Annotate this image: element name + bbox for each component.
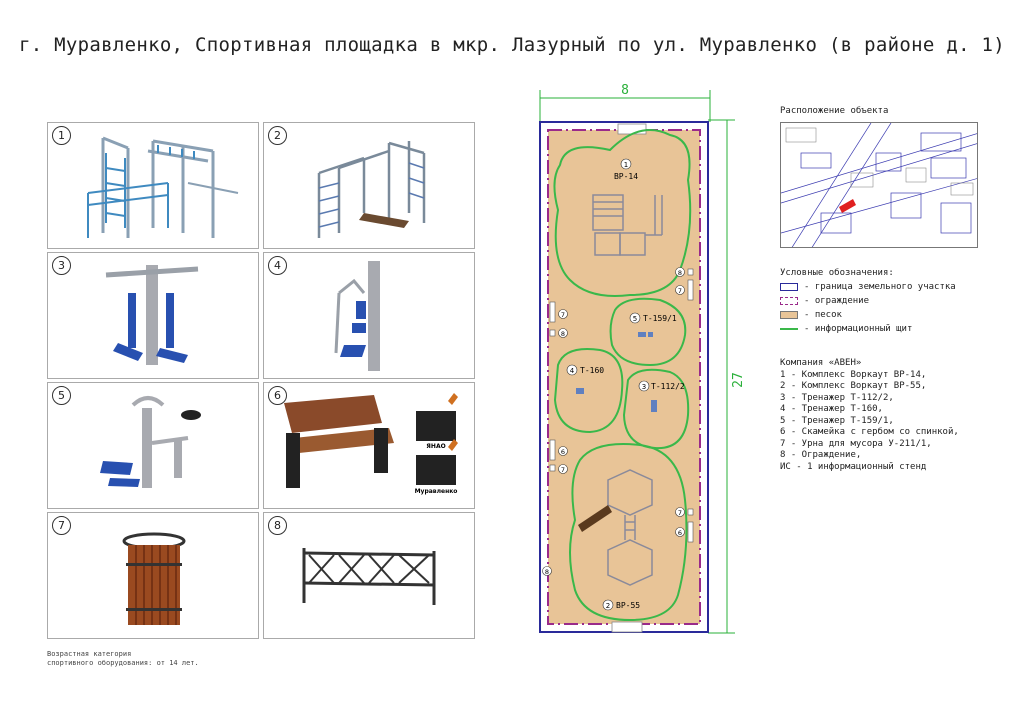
bench-with-coat-of-arms-image <box>264 383 475 509</box>
trainer-t160-image <box>264 253 475 379</box>
boundary-swatch <box>780 283 798 291</box>
equipment-card-4 <box>263 252 475 379</box>
equipment-grid <box>47 122 475 638</box>
svg-text:8: 8 <box>544 568 550 576</box>
list-item: ИС - 1 информационный стенд <box>780 461 927 472</box>
label-bp55: ВР-55 <box>616 601 641 610</box>
equipment-number: 3 <box>52 256 71 275</box>
equipment-number: 4 <box>268 256 287 275</box>
equipment-number: 8 <box>268 516 287 535</box>
equipment-card-6 <box>263 382 475 509</box>
label-t112: Т-112/2 <box>651 382 685 391</box>
svg-text:7: 7 <box>677 287 683 295</box>
svg-text:7: 7 <box>677 509 683 517</box>
equipment-number: 7 <box>52 516 71 535</box>
badge-text-yanao: ЯНАО <box>426 443 446 450</box>
badge-text-muravlenko: Муравленко <box>414 488 458 495</box>
workout-complex-bp55-image <box>264 123 475 249</box>
fence-swatch <box>780 297 798 305</box>
svg-text:7: 7 <box>560 311 566 319</box>
marker-4: 4 <box>569 367 575 375</box>
marker-3: 3 <box>641 383 647 391</box>
list-item: 8 - Ограждение, <box>780 450 862 460</box>
equipment-number: 6 <box>268 386 287 405</box>
label-t160: Т-160 <box>580 366 605 375</box>
marker-1: 1 <box>623 161 629 169</box>
legend-title: Условные обозначения: <box>780 268 894 278</box>
list-item: 1 - Комплекс Воркаут ВР-14, <box>780 369 927 380</box>
equipment-number: 2 <box>268 126 287 145</box>
svg-text:6: 6 <box>677 529 683 537</box>
equipment-card-2 <box>263 122 475 249</box>
page-title: г. Муравленко, Спортивная площадка в мкр. Лазурный по ул. Муравленко (в районе д. 1) <box>18 34 1006 56</box>
label-bp14: ВР-14 <box>613 172 639 181</box>
equipment-number: 1 <box>52 126 71 145</box>
equipment-card-5 <box>47 382 259 509</box>
width-label: 8 <box>621 83 629 98</box>
svg-text:7: 7 <box>560 466 566 474</box>
trainer-t159-image <box>48 383 259 509</box>
list-item: 6 - Скамейка с гербом со спинкой, <box>780 427 959 437</box>
length-label: 27 <box>731 372 746 388</box>
svg-text:8: 8 <box>677 269 683 277</box>
list-item: 5 - Тренажер Т-159/1, <box>780 415 894 426</box>
sand-swatch <box>780 311 798 319</box>
equipment-card-8 <box>263 512 475 639</box>
marker-2: 2 <box>605 602 611 610</box>
list-item: 3 - Тренажер Т-112/2, <box>780 392 894 403</box>
fence-image <box>264 513 475 639</box>
equipment-list <box>780 358 959 473</box>
list-item: 2 - Комплекс Воркаут ВР-55, <box>780 381 927 391</box>
svg-text:6: 6 <box>560 448 566 456</box>
location-title: Расположение объекта <box>780 106 889 116</box>
equipment-number: 5 <box>52 386 71 405</box>
equipment-card-7 <box>47 512 259 639</box>
site-plan <box>530 80 760 640</box>
workout-complex-bp14-image <box>48 123 259 249</box>
list-item: 4 - Тренажер Т-160, <box>780 404 883 414</box>
marker-5: 5 <box>632 315 638 323</box>
trash-bin-image <box>48 513 259 639</box>
company-name: Компания «АВЕН» <box>780 358 862 368</box>
label-t159: Т-159/1 <box>643 314 677 323</box>
trainer-t112-image <box>48 253 259 379</box>
list-item: 7 - Урна для мусора У-211/1, <box>780 438 932 449</box>
equipment-card-1 <box>47 122 259 249</box>
location-map <box>780 122 978 248</box>
sign-swatch <box>780 328 798 330</box>
equipment-card-3 <box>47 252 259 379</box>
location-map-drawing <box>781 123 978 248</box>
age-category-note: Возрастная категория спортивного оборудования: от 14 лет. <box>47 650 199 667</box>
svg-text:8: 8 <box>560 330 566 338</box>
